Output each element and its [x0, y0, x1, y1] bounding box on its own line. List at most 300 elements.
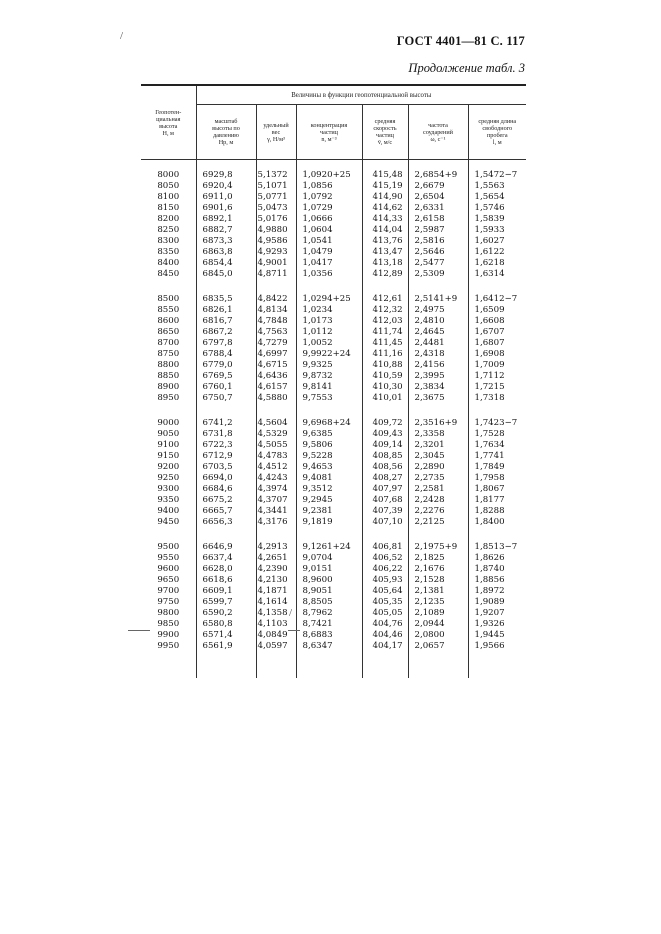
cell-collision-frequency: 2,6331 [408, 203, 468, 214]
cell-specific-weight: 4,2390 [256, 564, 296, 575]
spacer-cell [408, 528, 468, 542]
cell-free-path: 1,7958 [468, 473, 526, 484]
cell-height: 9550 [141, 553, 196, 564]
cell-scale-height: 6901,6 [196, 203, 256, 214]
table-row [141, 440, 526, 451]
header-text-line: удельный [263, 121, 289, 129]
cell-height: 8900 [141, 382, 196, 393]
table-row [141, 630, 526, 641]
cell-specific-weight: 4,5604 [256, 418, 296, 429]
cell-mean-speed: 412,89 [362, 269, 408, 280]
cell-concentration: 9,4081 [296, 473, 362, 484]
cell-collision-frequency: 2,1235 [408, 597, 468, 608]
cell-mean-speed: 409,14 [362, 440, 408, 451]
table-row [141, 203, 526, 214]
cell-scale-height: 6731,8 [196, 429, 256, 440]
spacer-cell [296, 652, 362, 678]
spacer-cell [256, 652, 296, 678]
cell-concentration: 1,0792 [296, 192, 362, 203]
cell-specific-weight: 4,7563 [256, 327, 296, 338]
cell-concentration: 1,0173 [296, 316, 362, 327]
table-row [141, 641, 526, 652]
cell-mean-speed: 407,97 [362, 484, 408, 495]
cell-specific-weight: 4,8711 [256, 269, 296, 280]
cell-specific-weight: 4,7848 [256, 316, 296, 327]
cell-scale-height: 6703,5 [196, 462, 256, 473]
cell-scale-height: 6561,9 [196, 641, 256, 652]
cell-collision-frequency: 2,3675 [408, 393, 468, 404]
cell-collision-frequency: 2,3834 [408, 382, 468, 393]
cell-collision-frequency: 2,1975+9 [408, 542, 468, 553]
cell-mean-speed: 407,10 [362, 517, 408, 528]
cell-concentration: 9,6385 [296, 429, 362, 440]
cell-scale-height: 6920,4 [196, 181, 256, 192]
cell-scale-height: 6788,4 [196, 349, 256, 360]
cell-height: 8950 [141, 393, 196, 404]
cell-collision-frequency: 2,6679 [408, 181, 468, 192]
header-text-line: n, м⁻³ [321, 135, 337, 143]
cell-specific-weight: 4,8422 [256, 294, 296, 305]
cell-height: 9300 [141, 484, 196, 495]
cell-specific-weight: 5,1071 [256, 181, 296, 192]
cell-specific-weight: 4,3707 [256, 495, 296, 506]
cell-mean-speed: 414,33 [362, 214, 408, 225]
cell-free-path: 1,9326 [468, 619, 526, 630]
cell-mean-speed: 415,48 [362, 170, 408, 181]
cell-height: 8450 [141, 269, 196, 280]
cell-mean-speed: 408,27 [362, 473, 408, 484]
cell-height: 8800 [141, 360, 196, 371]
cell-height: 8350 [141, 247, 196, 258]
cell-height: 8600 [141, 316, 196, 327]
cell-scale-height: 6590,2 [196, 608, 256, 619]
spacer-cell [141, 160, 196, 171]
cell-height: 9500 [141, 542, 196, 553]
cell-specific-weight: 4,1614 [256, 597, 296, 608]
spacer-cell [408, 404, 468, 418]
spacer-cell [196, 160, 256, 171]
cell-concentration: 9,9325 [296, 360, 362, 371]
column-group-header: Величины в функции геопотенциальной высоты [196, 85, 526, 105]
cell-collision-frequency: 2,5987 [408, 225, 468, 236]
cell-free-path: 1,6807 [468, 338, 526, 349]
table-row [141, 473, 526, 484]
header-text-line: ω, с⁻¹ [430, 135, 446, 143]
cell-scale-height: 6656,3 [196, 517, 256, 528]
cell-mean-speed: 408,85 [362, 451, 408, 462]
cell-specific-weight: 4,4243 [256, 473, 296, 484]
cell-concentration: 1,0479 [296, 247, 362, 258]
cell-free-path: 1,8740 [468, 564, 526, 575]
cell-collision-frequency: 2,3201 [408, 440, 468, 451]
cell-collision-frequency: 2,1825 [408, 553, 468, 564]
cell-height: 9050 [141, 429, 196, 440]
cell-free-path: 1,8400 [468, 517, 526, 528]
footer-rule [288, 630, 300, 631]
cell-concentration: 1,0604 [296, 225, 362, 236]
cell-specific-weight: 4,0849 [256, 630, 296, 641]
table-row [141, 305, 526, 316]
cell-scale-height: 6741,2 [196, 418, 256, 429]
cell-scale-height: 6580,8 [196, 619, 256, 630]
cell-mean-speed: 404,17 [362, 641, 408, 652]
spacer-cell [468, 404, 526, 418]
cell-specific-weight: 5,0771 [256, 192, 296, 203]
cell-scale-height: 6571,4 [196, 630, 256, 641]
spacer-cell [468, 528, 526, 542]
cell-free-path: 1,7112 [468, 371, 526, 382]
cell-concentration: 1,0920+25 [296, 170, 362, 181]
cell-free-path: 1,6608 [468, 316, 526, 327]
cell-scale-height: 6892,1 [196, 214, 256, 225]
cell-concentration: 1,0294+25 [296, 294, 362, 305]
cell-mean-speed: 410,59 [362, 371, 408, 382]
cell-scale-height: 6628,0 [196, 564, 256, 575]
cell-collision-frequency: 2,4156 [408, 360, 468, 371]
column-header-scale-height [196, 105, 256, 160]
cell-concentration: 9,4653 [296, 462, 362, 473]
cell-height: 8300 [141, 236, 196, 247]
cell-height: 8550 [141, 305, 196, 316]
cell-concentration: 8,9600 [296, 575, 362, 586]
cell-mean-speed: 412,32 [362, 305, 408, 316]
cell-specific-weight: 4,6157 [256, 382, 296, 393]
cell-mean-speed: 405,64 [362, 586, 408, 597]
cell-specific-weight: 4,1871 [256, 586, 296, 597]
cell-scale-height: 6675,2 [196, 495, 256, 506]
cell-scale-height: 6854,4 [196, 258, 256, 269]
cell-free-path: 1,6314 [468, 269, 526, 280]
spacer-cell [408, 280, 468, 294]
spacer-cell [408, 652, 468, 678]
cell-scale-height: 6929,8 [196, 170, 256, 181]
cell-scale-height: 6637,4 [196, 553, 256, 564]
cell-free-path: 1,8067 [468, 484, 526, 495]
group-spacer [141, 280, 526, 294]
cell-specific-weight: 4,2130 [256, 575, 296, 586]
cell-height: 8500 [141, 294, 196, 305]
cell-specific-weight: 4,5329 [256, 429, 296, 440]
cell-collision-frequency: 2,5646 [408, 247, 468, 258]
spacer-cell [296, 404, 362, 418]
cell-height: 8000 [141, 170, 196, 181]
cell-free-path: 1,5472−7 [468, 170, 526, 181]
cell-specific-weight: 4,6436 [256, 371, 296, 382]
spacer-cell [362, 160, 408, 171]
cell-concentration: 1,0234 [296, 305, 362, 316]
cell-mean-speed: 411,45 [362, 338, 408, 349]
cell-height: 9200 [141, 462, 196, 473]
cell-free-path: 1,5746 [468, 203, 526, 214]
cell-concentration: 9,9922+24 [296, 349, 362, 360]
cell-collision-frequency: 2,4318 [408, 349, 468, 360]
header-text-line: частота [428, 121, 448, 129]
header-text-line: давлению [213, 132, 239, 139]
cell-height: 9250 [141, 473, 196, 484]
cell-mean-speed: 411,16 [362, 349, 408, 360]
cell-height: 9700 [141, 586, 196, 597]
cell-height: 9850 [141, 619, 196, 630]
header-text-line: масштаб [214, 118, 238, 125]
cell-free-path: 1,8513−7 [468, 542, 526, 553]
cell-concentration: 9,1261+24 [296, 542, 362, 553]
cell-free-path: 1,7528 [468, 429, 526, 440]
cell-concentration: 9,8141 [296, 382, 362, 393]
cell-scale-height: 6911,0 [196, 192, 256, 203]
header-text-line: свободного [482, 125, 513, 132]
table-row [141, 225, 526, 236]
header-text-line: пробега [486, 132, 508, 139]
cell-free-path: 1,7318 [468, 393, 526, 404]
cell-free-path: 1,8856 [468, 575, 526, 586]
cell-concentration: 9,0704 [296, 553, 362, 564]
cell-scale-height: 6684,6 [196, 484, 256, 495]
cell-concentration: 9,5228 [296, 451, 362, 462]
cell-specific-weight: 5,1372 [256, 170, 296, 181]
cell-mean-speed: 405,05 [362, 608, 408, 619]
cell-scale-height: 6760,1 [196, 382, 256, 393]
column-header-concentration [296, 105, 362, 160]
table-row [141, 429, 526, 440]
atmosphere-table [141, 84, 526, 678]
table-row [141, 371, 526, 382]
cell-mean-speed: 406,81 [362, 542, 408, 553]
cell-collision-frequency: 2,2428 [408, 495, 468, 506]
cell-free-path: 1,9207 [468, 608, 526, 619]
table-row [141, 294, 526, 305]
header-text-line: циальная [156, 115, 181, 123]
table-row [141, 597, 526, 608]
table-row [141, 553, 526, 564]
cell-scale-height: 6863,8 [196, 247, 256, 258]
cell-free-path: 1,7849 [468, 462, 526, 473]
group-spacer [141, 528, 526, 542]
cell-free-path: 1,5563 [468, 181, 526, 192]
table-row [141, 506, 526, 517]
spacer-cell [256, 280, 296, 294]
header-text-line: вес [271, 128, 281, 136]
header-text-line: скорость [373, 125, 397, 132]
cell-collision-frequency: 2,5141+9 [408, 294, 468, 305]
cell-mean-speed: 414,62 [362, 203, 408, 214]
table-row [141, 393, 526, 404]
cell-free-path: 1,7215 [468, 382, 526, 393]
cell-specific-weight: 4,3441 [256, 506, 296, 517]
cell-specific-weight: 4,6715 [256, 360, 296, 371]
cell-specific-weight: 4,4512 [256, 462, 296, 473]
cell-height: 8200 [141, 214, 196, 225]
cell-height: 9450 [141, 517, 196, 528]
cell-free-path: 1,8972 [468, 586, 526, 597]
cell-free-path: 1,6509 [468, 305, 526, 316]
spacer-cell [362, 404, 408, 418]
cell-height: 9100 [141, 440, 196, 451]
cell-free-path: 1,9566 [468, 641, 526, 652]
cell-collision-frequency: 2,3045 [408, 451, 468, 462]
spacer-cell [196, 528, 256, 542]
header-text-line: частиц [320, 128, 338, 136]
cell-height: 8850 [141, 371, 196, 382]
spacer-cell [196, 652, 256, 678]
header-text-line: Hp, м [218, 139, 234, 146]
table-row [141, 575, 526, 586]
cell-free-path: 1,7009 [468, 360, 526, 371]
cell-concentration: 1,0666 [296, 214, 362, 225]
cell-height: 8100 [141, 192, 196, 203]
table-row [141, 608, 526, 619]
cell-scale-height: 6609,1 [196, 586, 256, 597]
cell-collision-frequency: 2,0800 [408, 630, 468, 641]
table-row [141, 418, 526, 429]
cell-height: 9650 [141, 575, 196, 586]
cell-height: 9600 [141, 564, 196, 575]
table-row [141, 214, 526, 225]
cell-mean-speed: 405,35 [362, 597, 408, 608]
cell-collision-frequency: 2,2276 [408, 506, 468, 517]
cell-specific-weight: 4,2651 [256, 553, 296, 564]
header-text-line: H, м [162, 129, 174, 137]
cell-specific-weight: 4,5055 [256, 440, 296, 451]
cell-specific-weight: 4,0597 [256, 641, 296, 652]
cell-collision-frequency: 2,6504 [408, 192, 468, 203]
table-row [141, 586, 526, 597]
header-text-line: средняя [374, 118, 396, 125]
cell-concentration: 1,0112 [296, 327, 362, 338]
cell-free-path: 1,6027 [468, 236, 526, 247]
cell-free-path: 1,6122 [468, 247, 526, 258]
cell-mean-speed: 410,88 [362, 360, 408, 371]
cell-specific-weight: 4,9001 [256, 258, 296, 269]
cell-scale-height: 6816,7 [196, 316, 256, 327]
header-text-line: l, м [492, 139, 502, 146]
table-end-spacer [141, 652, 526, 678]
cell-concentration: 8,7962 [296, 608, 362, 619]
cell-height: 9350 [141, 495, 196, 506]
cell-scale-height: 6797,8 [196, 338, 256, 349]
cell-collision-frequency: 2,2890 [408, 462, 468, 473]
spacer-cell [296, 528, 362, 542]
table-row [141, 349, 526, 360]
spacer-cell [196, 280, 256, 294]
cell-free-path: 1,7423−7 [468, 418, 526, 429]
cell-concentration: 9,3512 [296, 484, 362, 495]
table-row [141, 495, 526, 506]
header-text-line: концентрация [310, 121, 348, 129]
header-text-line: v̄, м/с [377, 139, 393, 146]
cell-concentration: 9,6968+24 [296, 418, 362, 429]
cell-scale-height: 6845,0 [196, 269, 256, 280]
table-row [141, 236, 526, 247]
cell-mean-speed: 414,04 [362, 225, 408, 236]
spacer-cell [408, 160, 468, 171]
footer-rule [128, 630, 150, 631]
cell-height: 8650 [141, 327, 196, 338]
cell-concentration: 9,8732 [296, 371, 362, 382]
cell-specific-weight: 4,4783 [256, 451, 296, 462]
cell-concentration: 8,6347 [296, 641, 362, 652]
spacer-cell [468, 160, 526, 171]
cell-free-path: 1,5654 [468, 192, 526, 203]
cell-concentration: 9,0151 [296, 564, 362, 575]
cell-free-path: 1,6412−7 [468, 294, 526, 305]
cell-mean-speed: 414,90 [362, 192, 408, 203]
cell-collision-frequency: 2,0944 [408, 619, 468, 630]
page-header: ГОСТ 4401—81 С. 117 [396, 34, 525, 48]
cell-mean-speed: 412,61 [362, 294, 408, 305]
cell-free-path: 1,6218 [468, 258, 526, 269]
header-row-group [141, 85, 526, 105]
cell-concentration: 9,5806 [296, 440, 362, 451]
cell-concentration: 1,0417 [296, 258, 362, 269]
cell-height: 9750 [141, 597, 196, 608]
cell-concentration: 9,1819 [296, 517, 362, 528]
cell-free-path: 1,7634 [468, 440, 526, 451]
cell-scale-height: 6835,5 [196, 294, 256, 305]
cell-free-path: 1,8177 [468, 495, 526, 506]
cell-height: 8150 [141, 203, 196, 214]
cell-concentration: 9,2945 [296, 495, 362, 506]
spacer-cell [468, 652, 526, 678]
cell-scale-height: 6712,9 [196, 451, 256, 462]
table-row [141, 619, 526, 630]
cell-collision-frequency: 2,5309 [408, 269, 468, 280]
spacer-cell [141, 404, 196, 418]
cell-mean-speed: 413,18 [362, 258, 408, 269]
spacer-cell [256, 404, 296, 418]
cell-mean-speed: 405,93 [362, 575, 408, 586]
header-text-line: средняя длина [478, 118, 517, 125]
column-header-free-path [468, 105, 526, 160]
cell-specific-weight: 5,0176 [256, 214, 296, 225]
spacer-cell [468, 280, 526, 294]
cell-free-path: 1,9445 [468, 630, 526, 641]
cell-specific-weight: 4,9293 [256, 247, 296, 258]
spacer-cell [362, 652, 408, 678]
column-header-mean-speed [362, 105, 408, 160]
table-row [141, 360, 526, 371]
cell-collision-frequency: 2,4975 [408, 305, 468, 316]
cell-free-path: 1,9089 [468, 597, 526, 608]
spacer-cell [256, 528, 296, 542]
cell-collision-frequency: 2,1676 [408, 564, 468, 575]
column-header-collision-frequency [408, 105, 468, 160]
cell-mean-speed: 412,03 [362, 316, 408, 327]
table-row [141, 181, 526, 192]
cell-concentration: 9,2381 [296, 506, 362, 517]
cell-specific-weight: 4,3176 [256, 517, 296, 528]
data-table-wrapper [141, 84, 526, 678]
cell-concentration: 8,8505 [296, 597, 362, 608]
cell-free-path: 1,8626 [468, 553, 526, 564]
header-text-line: высота [159, 122, 178, 130]
cell-scale-height: 6694,0 [196, 473, 256, 484]
cell-collision-frequency: 2,2581 [408, 484, 468, 495]
spacer-cell [141, 528, 196, 542]
cell-free-path: 1,7741 [468, 451, 526, 462]
cell-mean-speed: 411,74 [362, 327, 408, 338]
spacer-cell [362, 280, 408, 294]
cell-scale-height: 6618,6 [196, 575, 256, 586]
cell-free-path: 1,5933 [468, 225, 526, 236]
cell-mean-speed: 406,22 [362, 564, 408, 575]
cell-collision-frequency: 2,1089 [408, 608, 468, 619]
table-row [141, 269, 526, 280]
cell-concentration: 9,7553 [296, 393, 362, 404]
cell-specific-weight: 4,6997 [256, 349, 296, 360]
cell-free-path: 1,5839 [468, 214, 526, 225]
pen-mark: / [120, 30, 124, 42]
table-row [141, 382, 526, 393]
